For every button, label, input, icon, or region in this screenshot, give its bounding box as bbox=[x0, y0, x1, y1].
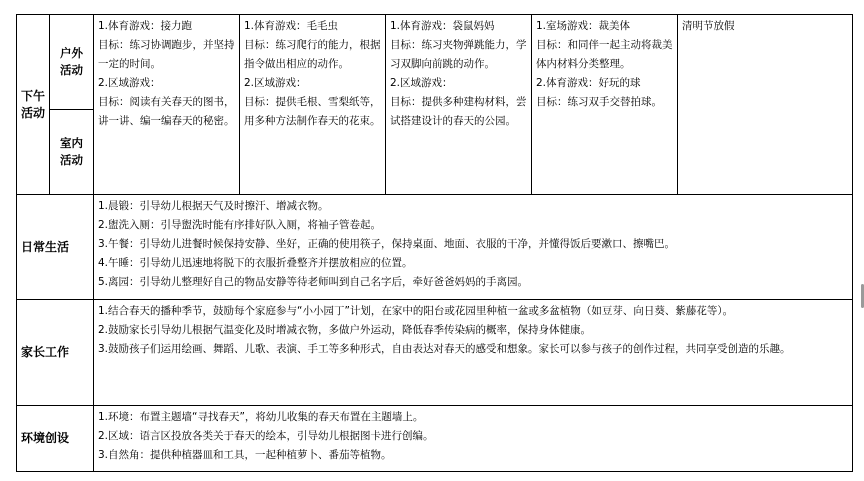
afternoon-cell-col2: 1.体育游戏：毛毛虫 目标：练习爬行的能力，根据指令做出相应的动作。 2.区域游戏： 目标：提供毛根、雪梨纸等，用多种方法制作春天的花束。 bbox=[240, 15, 386, 195]
list-item: 3.鼓励孩子们运用绘画、舞蹈、儿歌、表演、手工等多种形式，自由表达对春天的感受和想象。家长可以参与孩子的创作过程，共同享受创造的乐趣。 bbox=[98, 343, 791, 355]
indoor-activities-label: 室内 活动 bbox=[50, 110, 94, 195]
weekly-plan-table bbox=[16, 14, 853, 472]
list-item: 1.结合春天的播种季节，鼓励每个家庭参与“小小园丁”计划，在家中的阳台或花园里种植一盆或多盆植物（如豆芽、向日葵、紫藤花等）。 bbox=[98, 305, 734, 317]
list-item: 4.午睡：引导幼儿迅速地将脱下的衣服折叠整齐并摆放相应的位置。 bbox=[98, 257, 413, 269]
parent-work-content bbox=[94, 300, 853, 406]
list-item: 2.区域：语言区投放各类关于春天的绘本，引导幼儿根据图卡进行创编。 bbox=[98, 430, 434, 442]
afternoon-cell-col1: 1.体育游戏：接力跑 目标：练习协调跑步，并坚持一定的时间。 2.区域游戏： 目标：阅读有关春天的图书，讲一讲、编一编春天的秘密。 bbox=[94, 15, 240, 195]
list-item: 3.自然角：提供种植器皿和工具，一起种植萝卜、番茄等植物。 bbox=[98, 449, 392, 461]
environment-content bbox=[94, 406, 853, 472]
list-item: 1.晨锻：引导幼儿根据天气及时擦汗、增减衣物。 bbox=[98, 200, 329, 212]
list-item: 2.盥洗入厕：引导盥洗时能有序排好队入厕，将袖子管卷起。 bbox=[98, 219, 382, 231]
parent-work-label: 家长工作 bbox=[17, 300, 94, 406]
outdoor-activities-label: 户外 活动 bbox=[50, 15, 94, 110]
afternoon-cell-col5: 清明节放假 bbox=[678, 15, 853, 195]
daily-life-content bbox=[94, 195, 853, 300]
afternoon-cell-col4: 1.室场游戏：裁美体 目标：和同伴一起主动将裁美体内材料分类整理。 2.体育游戏：好玩的球 目标：练习双手交替拍球。 bbox=[532, 15, 678, 195]
afternoon-activities-label: 下午 活动 bbox=[17, 15, 50, 195]
environment-label: 环境创设 bbox=[17, 406, 94, 472]
list-item: 2.鼓励家长引导幼儿根据气温变化及时增减衣物，多做户外运动，降低春季传染病的概率，保持身体健康。 bbox=[98, 324, 592, 336]
daily-life-label: 日常生活 bbox=[17, 195, 94, 300]
afternoon-cell-col3: 1.体育游戏：袋鼠妈妈 目标：练习夹物弹跳能力，学习双脚向前跳的动作。 2.区域游戏： 目标：提供多种建构材料，尝试搭建设计的春天的公园。 bbox=[386, 15, 532, 195]
list-item: 1.环境：布置主题墙“寻找春天”，将幼儿收集的春天布置在主题墙上。 bbox=[98, 411, 424, 423]
list-item: 5.离园：引导幼儿整理好自己的物品安静等待老师叫到自己名字后，牵好爸爸妈妈的手离园。 bbox=[98, 276, 529, 288]
list-item: 3.午餐：引导幼儿进餐时候保持安静、坐好，正确的使用筷子，保持桌面、地面、衣服的干净，并懂得饭后要漱口、擦嘴巴。 bbox=[98, 238, 676, 250]
